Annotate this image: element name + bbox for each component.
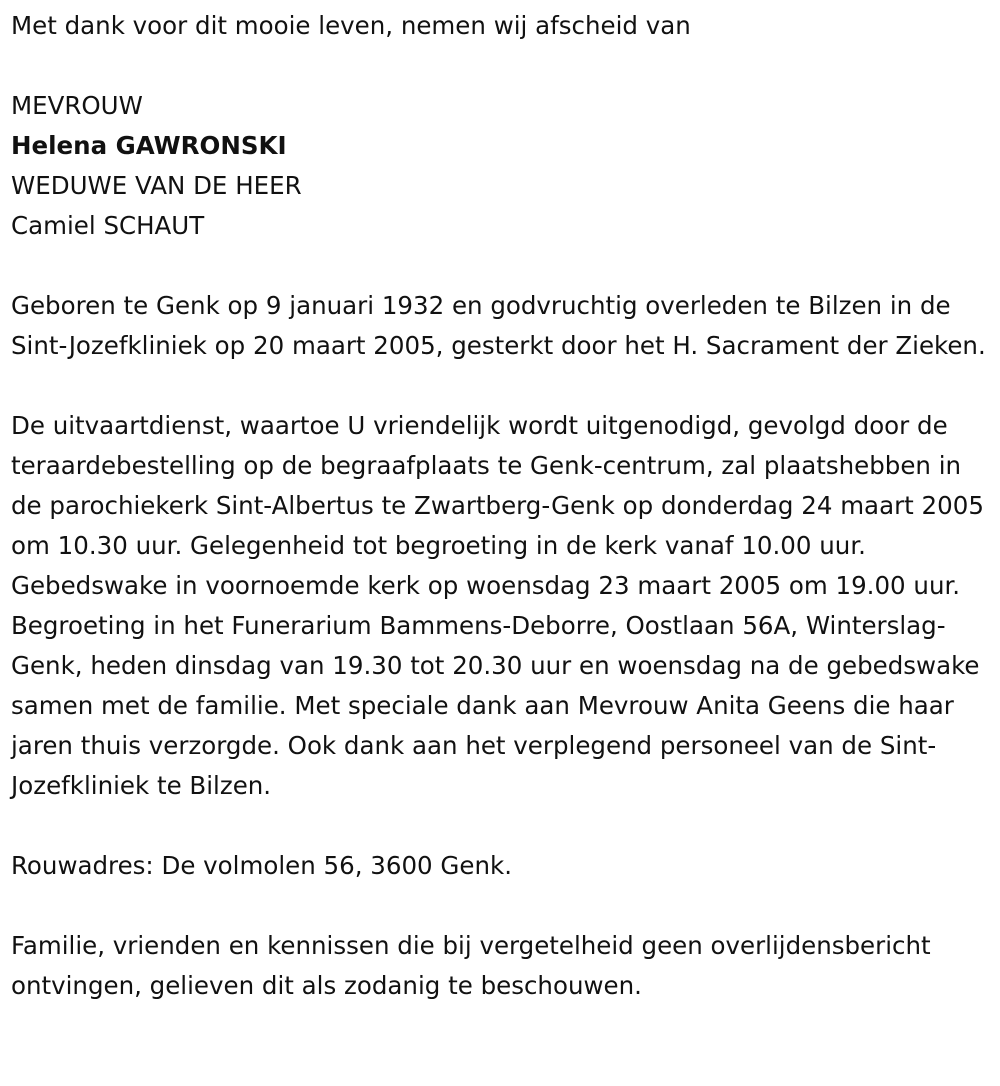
birth-death-paragraph: Geboren te Genk op 9 januari 1932 en godvruchtig overleden te Bilzen in de Sint-Jozefkliniek op 20 maart 2005, gesterkt door het H. Sacrament der Zieken. [11,291,986,360]
spouse-name: Camiel SCHAUT [11,211,205,240]
opening-line: Met dank voor dit mooie leven, nemen wij afscheid van [11,11,691,40]
widow-line: WEDUWE VAN DE HEER [11,171,302,200]
deceased-header [11,86,990,246]
honorific: MEVROUW [11,91,143,120]
deceased-name: Helena GAWRONSKI [11,131,287,160]
service-paragraph: De uitvaartdienst, waartoe U vriendelijk wordt uitgenodigd, gevolgd door de teraardebestelling op de begraafplaats te Genk-centrum, zal plaatshebben in de parochiekerk Sint-Albertus te Zwartberg-Genk op donderdag 24 maart 2005 om 10.30 uur. Gelegenheid tot begroeting in de kerk vanaf 10.00 uur. Gebedswake in voornoemde kerk op woensdag 23 maart 2005 om 19.00 uur. Begroeting in het Funerarium Bammens-Deborre, Oostlaan 56A, Winterslag-Genk, heden dinsdag van 19.30 tot 20.30 uur en woensdag na de gebedswake samen met de familie. Met speciale dank aan Mevrouw Anita Geens die haar jaren thuis verzorgde. Ook dank aan het verplegend personeel van de Sint-Jozefkliniek te Bilzen. [11,411,992,800]
mourning-address: Rouwadres: De volmolen 56, 3600 Genk. [11,851,512,880]
closing-paragraph: Familie, vrienden en kennissen die bij vergetelheid geen overlijdensbericht ontvingen, gelieven dit als zodanig te beschouwen. [11,931,939,1000]
